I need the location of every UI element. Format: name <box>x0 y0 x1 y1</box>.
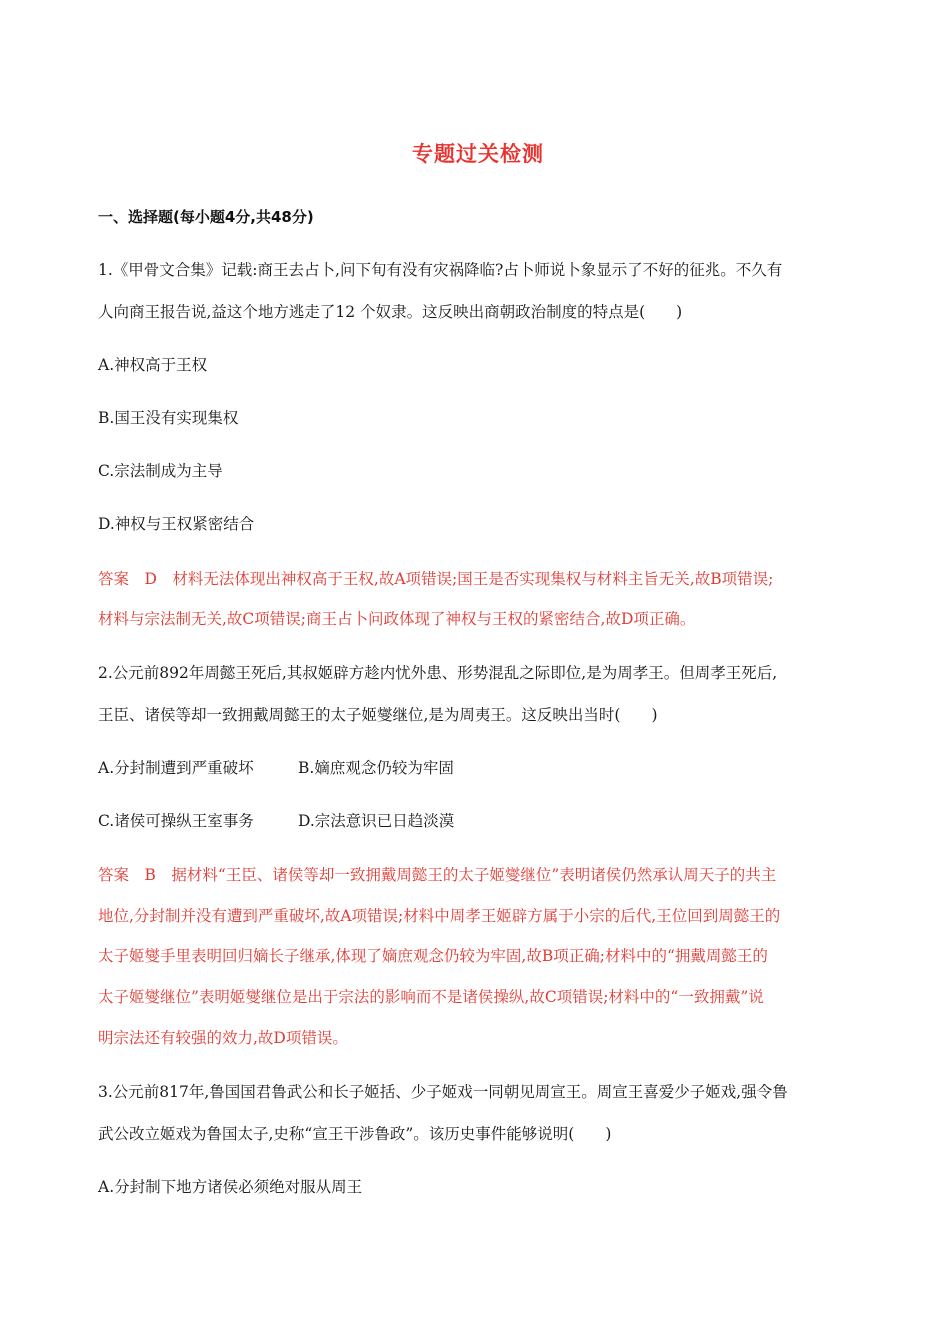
question-3-stem-line-1: 3.公元前817年,鲁国国君鲁武公和长子姬括、少子姬戏一同朝见周宣王。周宣王喜爱少子姬戏,强令鲁 <box>98 1083 788 1101</box>
question-2-answer-line-2: 地位,分封制并没有遭到严重破坏,故A项错误;材料中周孝王姬辟方属于小宗的后代,王位回到周懿王的 <box>98 907 781 925</box>
section-heading: 一、选择题(每小题4分,共48分) <box>98 208 314 226</box>
question-2-options-row-1 <box>98 758 454 778</box>
question-1-answer-line-2: 材料与宗法制无关,故C项错误;商王占卜问政体现了神权与王权的紧密结合,故D项正确。 <box>98 610 696 628</box>
question-2-answer-line-4: 太子姬燮继位”表明姬燮继位是出于宗法的影响而不是诸侯操纵,故C项错误;材料中的“一致拥戴”说 <box>98 988 764 1006</box>
question-1-option-c: C.宗法制成为主导 <box>98 462 223 480</box>
question-1-option-b: B.国王没有实现集权 <box>98 409 239 427</box>
question-2-stem-line-2: 王臣、诸侯等却一致拥戴周懿王的太子姬燮继位,是为周夷王。这反映出当时( ) <box>98 706 658 724</box>
question-2-option-b: B.嫡庶观念仍较为牢固 <box>298 759 454 777</box>
question-2-answer-line-3: 太子姬燮手里表明回归嫡长子继承,体现了嫡庶观念仍较为牢固,故B项正确;材料中的“拥戴周懿王的 <box>98 947 768 965</box>
question-3-option-a: A.分封制下地方诸侯必须绝对服从周王 <box>98 1178 363 1196</box>
question-1-option-d: D.神权与王权紧密结合 <box>98 515 255 533</box>
question-2-option-d: D.宗法意识已日趋淡漠 <box>298 812 455 830</box>
question-2-answer-line-1: 答案 B 据材料“王臣、诸侯等却一致拥戴周懿王的太子姬燮继位”表明诸侯仍然承认周天子的共主 <box>98 866 777 884</box>
question-1-stem-line-2: 人向商王报告说,益这个地方逃走了12 个奴隶。这反映出商朝政治制度的特点是( ) <box>98 303 683 321</box>
question-3-stem-line-2: 武公改立姬戏为鲁国太子,史称“宣王干涉鲁政”。该历史事件能够说明( ) <box>98 1125 612 1143</box>
question-1-stem-line-1: 1.《甲骨文合集》记载:商王去占卜,问下旬有没有灾祸降临?占卜师说卜象显示了不好的征兆。不久有 <box>98 261 783 279</box>
question-2-stem-line-1: 2.公元前892年周懿王死后,其叔姬辟方趁内忧外患、形势混乱之际即位,是为周孝王。但周孝王死后, <box>98 664 778 682</box>
question-2-option-a: A.分封制遭到严重破坏 <box>98 759 254 777</box>
question-2-answer-line-5: 明宗法还有较强的效力,故D项错误。 <box>98 1029 348 1047</box>
question-2-option-c: C.诸侯可操纵王室事务 <box>98 812 254 830</box>
question-1-option-a: A.神权高于王权 <box>98 356 208 374</box>
question-2-options-row-2 <box>98 811 454 831</box>
question-1-answer-line-1: 答案 D 材料无法体现出神权高于王权,故A项错误;国王是否实现集权与材料主旨无关,故B项错误; <box>98 570 774 588</box>
page-title: 专题过关检测 <box>412 142 544 166</box>
